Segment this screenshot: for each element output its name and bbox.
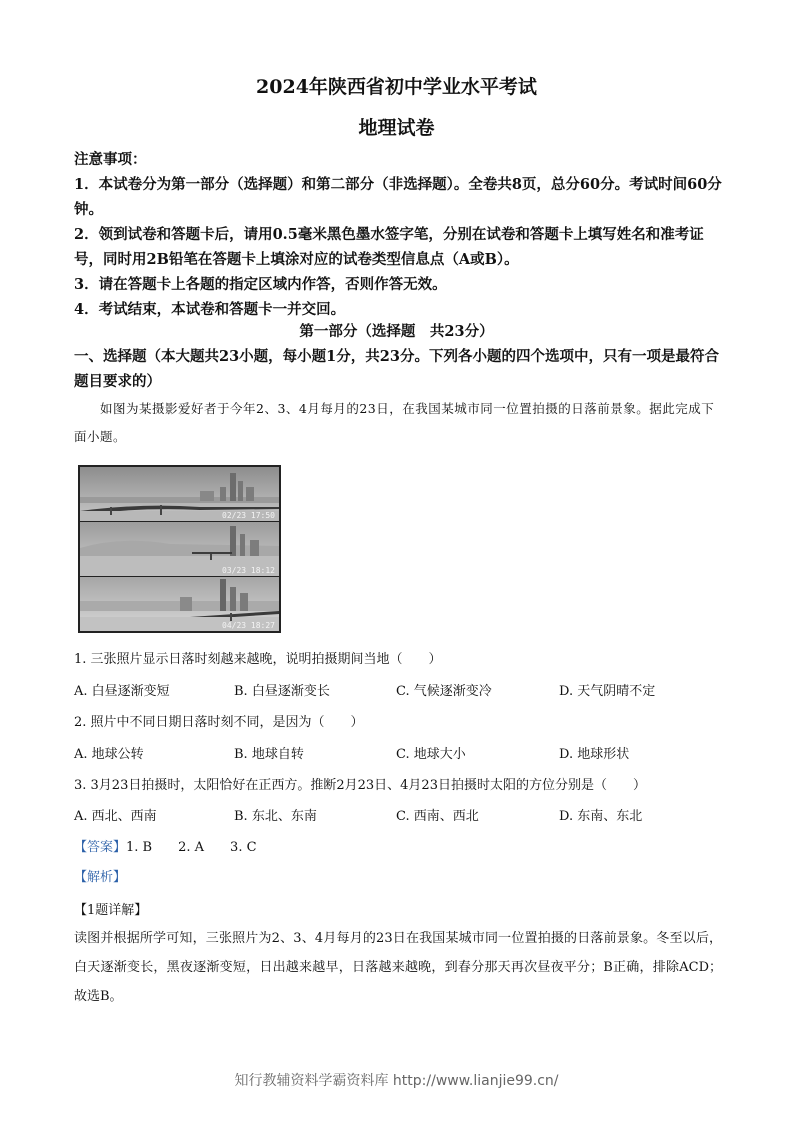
q2-option-d: D. 地球形状: [559, 747, 630, 762]
footer-watermark: 知行教辅资料学霸资料库 http://www.lianjie99.cn/: [234, 1073, 559, 1089]
photo-1-timestamp: 02/23 17:50: [222, 511, 275, 520]
q3-option-d: D. 东南、东北: [559, 809, 643, 824]
answer-tag: 【答案】: [74, 840, 127, 855]
note-item-3: 3．请在答题卡上各题的指定区域内作答，否则作答无效。: [74, 276, 447, 293]
note-item-2: 2．领到试卷和答题卡后，请用0.5毫米黑色墨水签字笔，分别在试卷和答题卡上填写姓名和准考证号，同时用2B铅笔在答题卡上填涂对应的试卷类型信息点（A或B）。: [74, 226, 704, 268]
exam-title: 2024年陕西省初中学业水平考试: [256, 76, 537, 98]
detail-text: 读图并根据所学可知，三张照片为2、3、4月每月的23日在我国某城市同一位置拍摄的日落前景象。冬至以后，白天逐渐变长，黑夜逐渐变短，日出越来越早，日落越来越晚，到春分那天再次昼夜平分；B正确，排除ACD；故选B。: [74, 931, 722, 1004]
q1-option-a: A. 白昼逐渐变短: [74, 684, 170, 699]
q2-option-c: C. 地球大小: [396, 747, 466, 762]
photo-3-timestamp: 04/23 18:27: [222, 621, 275, 630]
note-item-1: 1．本试卷分为第一部分（选择题）和第二部分（非选择题）。全卷共8页，总分60分。考试时间60分钟。: [74, 176, 722, 218]
section-title: 第一部分（选择题 共23分）: [299, 323, 494, 340]
q2-option-a: A. 地球公转: [74, 747, 144, 762]
photo-2-timestamp: 03/23 18:12: [222, 566, 275, 575]
question-2: 2. 照片中不同日期日落时刻不同，是因为（ ）: [74, 715, 364, 730]
sunset-photo-3: [80, 577, 279, 631]
q1-option-b: B. 白昼逐渐变长: [234, 684, 330, 699]
analysis-tag: 【解析】: [74, 870, 127, 885]
sunset-photo-1: [80, 467, 279, 521]
question-1: 1. 三张照片显示日落时刻越来越晚，说明拍摄期间当地（ ）: [74, 652, 442, 667]
answer-1: 1. B: [126, 840, 153, 855]
q3-option-b: B. 东北、东南: [234, 809, 317, 824]
answer-2: 2. A: [178, 840, 205, 855]
q3-option-c: C. 西南、西北: [396, 809, 479, 824]
question-3: 3. 3月23日拍摄时，太阳恰好在正西方。推断2月23日、4月23日拍摄时太阳的方位分别是（ ）: [74, 778, 646, 793]
notes-block: [74, 147, 724, 322]
question-section-header: 一、选择题（本大题共23小题，每小题1分，共23分。下列各小题的四个选项中，只有一项是最符合题目要求的）: [74, 348, 719, 390]
notes-heading: 注意事项：: [74, 151, 147, 168]
exam-subtitle: 地理试卷: [358, 117, 435, 139]
q1-option-c: C. 气候逐渐变冷: [396, 684, 492, 699]
note-item-4: 4．考试结束，本试卷和答题卡一并交回。: [74, 301, 346, 318]
sunset-photos-figure: [78, 465, 281, 633]
q2-option-b: B. 地球自转: [234, 747, 304, 762]
answer-line: [74, 836, 257, 855]
sunset-photo-2: [80, 522, 279, 576]
answer-3: 3. C: [230, 840, 257, 855]
q3-option-a: A. 西北、西南: [74, 809, 157, 824]
detail-title: 【1题详解】: [74, 903, 148, 918]
question-intro: 如图为某摄影爱好者于今年2、3、4月每月的23日，在我国某城市同一位置拍摄的日落前景象。据此完成下面小题。: [74, 401, 715, 444]
q1-option-d: D. 天气阴晴不定: [559, 684, 656, 699]
